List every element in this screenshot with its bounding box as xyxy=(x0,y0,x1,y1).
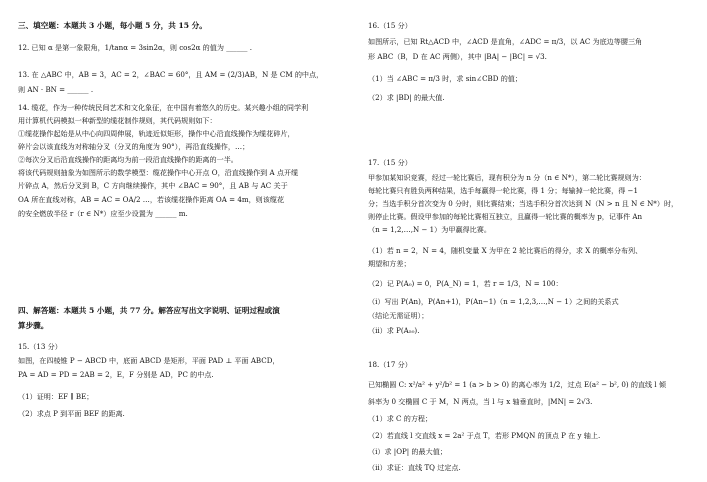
left-line-2: 13. 在 △ABC 中，AB = 3，AC = 2，∠BAC = 60°，且 AM = (2/3)AB，N 是 CM 的中点， xyxy=(18,70,324,79)
right-line-22: （i）求 |OP| 的最大值； xyxy=(368,447,447,456)
right-line-11: （1）若 n = 2，N = 4，随机变量 X 为甲在 2 轮比赛后的得分，求 X 的概率分布列、 xyxy=(368,246,643,255)
right-line-20: （1）求 C 的方程； xyxy=(368,414,433,423)
right-line-17: 18.（17 分） xyxy=(368,360,412,369)
left-line-19: （2）求点 P 到平面 BEF 的距离. xyxy=(18,409,125,418)
left-line-8: ②每次分叉后沿直线操作的距离均为前一段沿直线操作的距离的一半。 xyxy=(18,155,238,164)
left-line-17: PA = AD = PD = 2AB = 2，E，F 分别是 AD，PC 的中点. xyxy=(18,370,214,379)
left-line-0: 三、填空题：本题共 3 小题，每小题 5 分，共 15 分。 xyxy=(18,21,207,30)
right-line-4: （2）求 |BD| 的最大值. xyxy=(368,93,445,102)
left-line-13: 四、解答题：本题共 5 小题，共 77 分。解答应写出文字说明、证明过程或演 xyxy=(18,306,280,315)
right-line-1: 如图所示，已知 Rt△ACD 中，∠ACD 是直角，∠ADC = π/3，以 AC 为底边等腰三角 xyxy=(368,37,643,46)
right-line-9: 则停止比赛。假设甲参加的每轮比赛相互独立，且赢得一轮比赛的概率为 p，记事件 An xyxy=(368,212,643,221)
left-line-1: 12. 已知 α 是第一象限角，1/tanα = 3sin2α，则 cos2α 的值为 ______ . xyxy=(18,43,252,52)
left-line-3: 则 AN · BN = ______ . xyxy=(18,85,94,94)
right-line-12: 期望和方差； xyxy=(368,259,411,268)
right-line-13: （2）记 P(A₀) = 0，P(A_N) = 1，若 r = 1/3，N = 100： xyxy=(368,279,563,288)
right-line-18: 已知椭圆 C: x²/a² + y²/b² = 1 (a > b > 0) 的离心率为 1/2，过点 E(a² − b², 0) 的直线 l 倾 xyxy=(368,380,667,389)
left-line-4: 14. 缆花，作为一种传统民间艺术和文化象征，在中国有着悠久的历史。某兴趣小组的同学利 xyxy=(18,103,309,112)
left-line-15: 15.（13 分） xyxy=(18,342,62,351)
right-line-3: （1）当 ∠ABC = π/3 时，求 sin∠CBD 的值； xyxy=(368,74,522,83)
left-line-14: 算步骤。 xyxy=(18,321,49,330)
left-line-18: （1）证明：EF ∥ BE； xyxy=(18,392,94,401)
right-line-2: 形 ABC（B，D 在 AC 两侧），其中 |BA| − |BC| = √3. xyxy=(368,52,547,61)
right-line-19: 斜率为 0 交椭圆 C 于 M，N 两点，当 l 与 x 轴垂直时，|MN| = 2√3. xyxy=(368,397,593,406)
right-line-14: （i）写出 P(An)，P(An+1)，P(An−1)（n = 1,2,3,…,N − 1）之间的关系式 xyxy=(368,297,619,306)
right-line-21: （2）若直线 l 交直线 x = 2a² 于点 T，若形 PMQN 的顶点 P 在 y 轴上. xyxy=(368,431,601,440)
left-line-16: 如图，在四棱锥 P − ABCD 中，底面 ABCD 是矩形，平面 PAD ⊥ 平面 ABCD， xyxy=(18,356,280,365)
right-line-6: 甲参加某知识竞赛，经过一轮比赛后，现有积分为 n 分（n ∈ N*），第二轮比赛规则为： xyxy=(368,173,646,182)
right-line-16: （ii）求 P(A₅₀). xyxy=(368,326,420,335)
right-line-7: 每轮比赛只有胜负两种结果，选手每赢得一轮比赛，得 1 分；每输掉一轮比赛，得 −1 xyxy=(368,186,639,195)
right-line-15: （结论无需证明）； xyxy=(368,311,429,320)
left-line-9: 将该代码规则抽象为如图所示的数学模型：缆花操作中心开点 O，沿直线操作到 A 点开缆 xyxy=(18,168,299,177)
left-line-10: 片碎点 A，然后分叉到 B，C 方向继续操作，其中 ∠BAC = 90°，且 AB 与 AC 关于 xyxy=(18,181,288,190)
left-line-6: ①缆花操作起始是从中心向四周伸展，轨迹近似矩形，操作中心沿直线操作为缆花碎片， xyxy=(18,129,295,138)
right-line-23: （ii）求证：直线 TQ 过定点. xyxy=(368,463,461,472)
left-line-11: OA 所在直线对称，AB = AC = OA/2 …，若该缆花操作距离 OA = 4m，则该缆花 xyxy=(18,195,285,204)
right-line-8: 分；当选手积分首次变为 0 分时，则比赛结束；当选手积分首次达到 N（N > n 且 N ∈ N*）时， xyxy=(368,199,679,208)
right-line-5: 17.（15 分） xyxy=(368,158,412,167)
left-line-12: 的安全燃放半径 r（r ∈ N*）应至少设置为 ______ m. xyxy=(18,209,188,218)
right-line-10: （n = 1,2,…,N − 1）为甲赢得比赛。 xyxy=(368,225,491,234)
right-line-0: 16.（15 分） xyxy=(368,21,412,30)
left-line-5: 用计算机代码模拟一种新型的缆花制作规则，其代码规则如下： xyxy=(18,116,217,125)
left-line-7: 碎片会以该直线为对称轴分叉（分叉的角度为 90°），再沿直线操作，…； xyxy=(18,142,250,151)
